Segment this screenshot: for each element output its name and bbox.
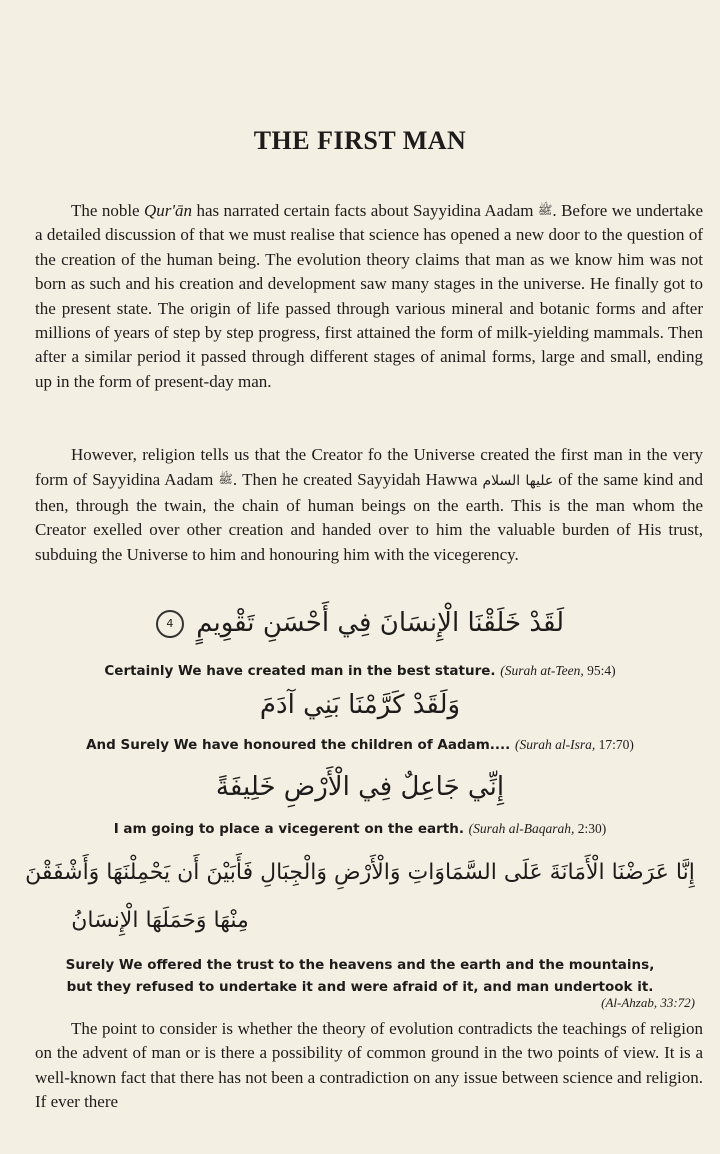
- page-title: THE FIRST MAN: [253, 126, 467, 155]
- verse-3-ref: [469, 821, 607, 836]
- paragraph-1: [35, 198, 703, 394]
- para2-text-a: However, religion tells us that the Creator fo the Universe created the first man in the very form of Sayyidina Aadam: [35, 445, 703, 490]
- verse-4-translation: [60, 954, 660, 998]
- quran-italic: Qur'ān: [144, 201, 193, 220]
- arabic-inline-honorific: عليها السلام: [482, 473, 554, 490]
- verse-1-translation-text: Certainly We have created man in the best stature.: [104, 663, 496, 679]
- verse-4-arabic-line-2: مِنْهَا وَحَمَلَهَا الْإِنسَانُ: [71, 908, 249, 933]
- salutation-symbol: ﷺ: [218, 472, 233, 487]
- verse-1-ref: [500, 663, 615, 678]
- verse-2-translation-text: And Surely We have honoured the children of Aadam....: [86, 737, 511, 753]
- verse-4-arabic-line-1: إِنَّا عَرَضْنَا الْأَمَانَةَ عَلَى السَّمَاوَاتِ وَالْأَرْضِ وَالْجِبَالِ فَأَبَيْنَ أَن يَحْمِلْنَهَا وَأَشْفَقْنَ: [25, 860, 695, 885]
- verse-1-arabic: [0, 608, 720, 638]
- salutation-symbol: ﷺ: [537, 203, 553, 217]
- para1-text-rest: . Before we undertake a detailed discussion of that we must realise that science has opened a new door to the question of the creation of the human being. The evolution theory claims that man as we know him was not born as such and his creation and development saw many stages in the universe. He finally got to the present state. The origin of life passed through various mineral and botanic forms and after millions of years of step by step progress, first attained the form of milk-yielding mammals. Then after a similar period it passed through different stages of animal forms, large and small, ending up in the form of present-day man.: [35, 201, 703, 391]
- verse-2-arabic: [0, 690, 720, 720]
- paragraph-2: [35, 443, 703, 567]
- verse-2-translation: [0, 737, 720, 753]
- verse-1-ref-num: 95:4): [583, 663, 616, 678]
- ayah-number-marker: 4: [156, 610, 184, 638]
- para2-text-c: of the same kind and then, through the twain, the chain of human beings on the earth. This is the man whom the Creator exelled over other creation and handed over to him the valuable burden of His trust, subduing the Universe to him and honouring him with the vicegerency.: [35, 470, 703, 564]
- verse-2-ref-num: 17:70): [595, 737, 634, 752]
- verse-1-translation: [0, 663, 720, 679]
- verse-3-ref-num: 2:30): [574, 821, 607, 836]
- verse-3-ref-name: (Surah al-Baqarah,: [468, 821, 575, 836]
- paragraph-3: The point to consider is whether the theory of evolution contradicts the teachings of religion on the advent of man or is there a possibility of common ground in the two points of view. It is a well-known fact that there has not been a contradiction on any issue between science and religion. If ever there: [35, 1019, 703, 1112]
- verse-3-arabic: [0, 772, 720, 802]
- verse-4-translation-line-2: but they refused to undertake it and were afraid of it, and man undertook it.: [66, 979, 654, 995]
- verse-1-arabic-text: لَقَدْ خَلَقْنَا الْإِنسَانَ فِي أَحْسَنِ تَقْوِيمٍ: [196, 608, 565, 638]
- verse-2-ref: [515, 737, 634, 752]
- verse-3-translation: [0, 821, 720, 837]
- verse-1-ref-name: (Surah at-Teen,: [500, 663, 584, 678]
- para2-text-b: . Then he created Sayyidah Hawwa: [232, 470, 483, 490]
- verse-3-arabic-text: إِنِّي جَاعِلٌ فِي الْأَرْضِ خَلِيفَةً: [215, 772, 505, 802]
- verse-4-ref: (Al-Ahzab, 33:72): [601, 995, 695, 1010]
- verse-3-translation-text: I am going to place a vicegerent on the earth.: [113, 821, 464, 837]
- verse-2-arabic-text: وَلَقَدْ كَرَّمْنَا بَنِي آدَمَ: [259, 690, 461, 720]
- para1-text-a: The noble: [71, 201, 145, 220]
- verse-2-ref-name: (Surah al-Isra,: [515, 737, 596, 752]
- verse-4-translation-line-1: Surely We offered the trust to the heavens and the earth and the mountains,: [65, 957, 655, 973]
- para1-text-b: has narrated certain facts about Sayyidina Aadam: [192, 201, 538, 220]
